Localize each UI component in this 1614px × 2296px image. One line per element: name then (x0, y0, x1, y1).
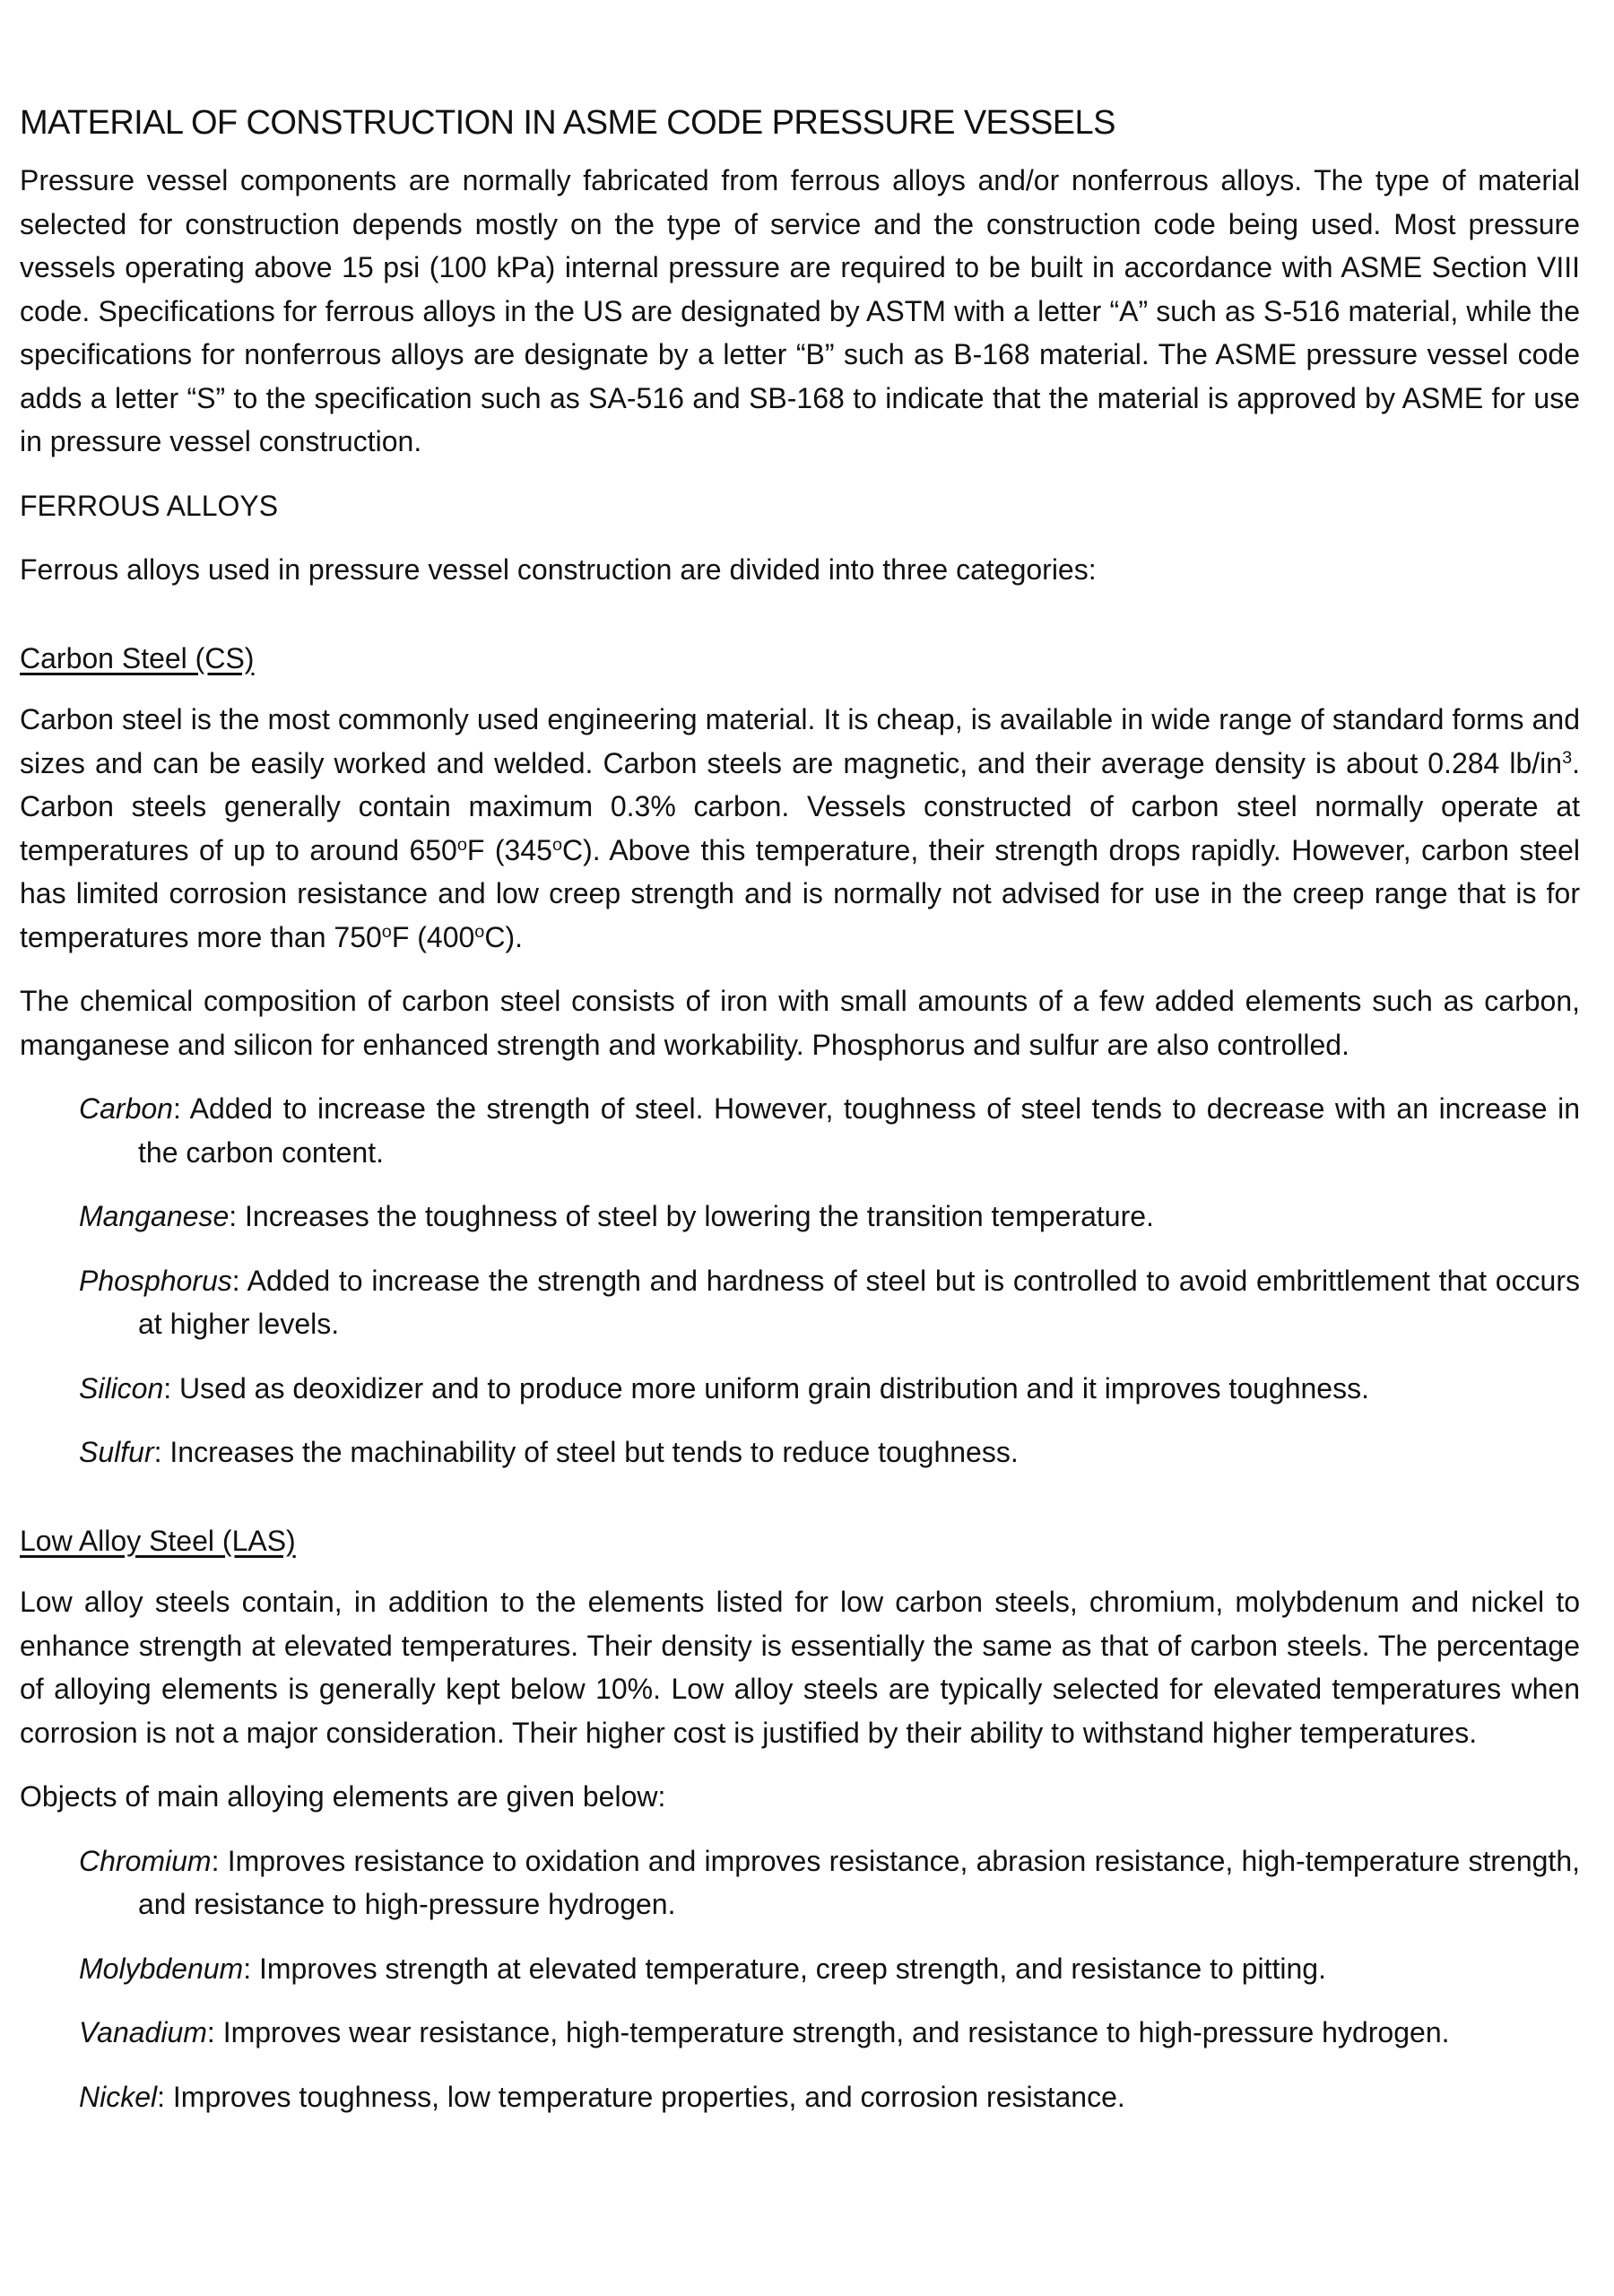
element-description: : Improves resistance to oxidation and improves resistance, abrasion resistance, high-temperature strength, and resistance to high-pressure hydrogen. (138, 1844, 1580, 1920)
carbon-steel-paragraph-1: Carbon steel is the most commonly used engineering material. It is cheap, is available in wide range of standard forms and sizes and can be easily worked and welded. Carbon steels are magnetic, and their average density is about 0.284 $lb/in^3$. Carbon steels generally contain maximum 0.3% carbon. Vessels constructed of carbon steel normally operate at temperatures of up to around 650$^o$F (345$^o$C). Above this temperature, their strength drops rapidly. However, carbon steel has limited corrosion resistance and low creep strength and is normally not advised for use in the creep range that is for temperatures more than 750$^o$F (400$^o$C). (20, 703, 1581, 953)
element-definition-sulfur (20, 1431, 1580, 1474)
document-title: MATERIAL OF CONSTRUCTION IN ASME CODE PRESSURE VESSELS (20, 104, 1115, 142)
element-description: : Used as deoxidizer and to produce more uniform grain distribution and it improves toughness. (163, 1371, 1369, 1405)
intro-paragraph: Pressure vessel components are normally fabricated from ferrous alloys and/or nonferrous alloys. The type of material selected for construction depends mostly on the type of service and the construction code being used. Most pressure vessels operating above 15 psi (100 kPa) internal pressure are required to be built in accordance with ASME Section VIII code. Specifications for ferrous alloys in the US are designated by ASTM with a letter “A” such as S-516 material, while the specifications for nonferrous alloys are designate by a letter “B” such as B-168 material. The ASME pressure vessel code adds a letter “S” to the specification such as SA-516 and SB-168 to indicate that the material is approved by ASME for use in pressure vessel construction. (20, 164, 1580, 457)
element-term: Nickel (79, 2080, 158, 2113)
document-page (20, 100, 1580, 2139)
element-definition-carbon (20, 1087, 1580, 1174)
element-description: : Increases the toughness of steel by lowering the transition temperature. (229, 1200, 1154, 1232)
element-term: Manganese (79, 1200, 230, 1232)
element-term: Vanadium (79, 2016, 207, 2048)
element-description: : Improves strength at elevated temperature, creep strength, and resistance to pitting. (243, 1952, 1326, 1985)
element-description: : Improves wear resistance, high-temperature strength, and resistance to high-pressure hydrogen. (206, 2016, 1450, 2048)
ferrous-alloys-heading: FERROUS ALLOYS (20, 489, 279, 522)
element-definition-chromium (20, 1839, 1580, 1926)
element-definition-phosphorus (20, 1259, 1580, 1346)
carbon-steel-paragraph-2: The chemical composition of carbon steel consists of iron with small amounts of a few added elements such as carbon, manganese and silicon for enhanced strength and workability. Phosphorus and sulfur are also controlled. (20, 985, 1580, 1061)
low-alloy-paragraph-1: Low alloy steels contain, in addition to the elements listed for low carbon steels, chromium, molybdenum and nickel to enhance strength at elevated temperatures. Their density is essentially the same as that of carbon steels. The percentage of alloying elements is generally kept below 10%. Low alloy steels are typically selected for elevated temperatures when corrosion is not a major consideration. Their higher cost is justified by their ability to withstand higher temperatures. (20, 1586, 1580, 1749)
element-description: : Added to increase the strength of steel. However, toughness of steel tends to decrease with an increase in the carbon content. (138, 1092, 1580, 1169)
element-definition-molybdenum (20, 1947, 1580, 1991)
ferrous-intro-paragraph: Ferrous alloys used in pressure vessel construction are divided into three categories: (20, 553, 1097, 586)
element-definition-vanadium (20, 2011, 1580, 2055)
element-definition-manganese (20, 1195, 1580, 1239)
element-description: : Improves toughness, low temperature properties, and corrosion resistance. (157, 2080, 1125, 2113)
element-term: Silicon (79, 1371, 164, 1405)
element-definition-silicon (20, 1367, 1580, 1411)
element-term: Chromium (79, 1844, 212, 1877)
element-term: Molybdenum (79, 1952, 244, 1985)
low-alloy-paragraph-2: Objects of main alloying elements are given below: (20, 1780, 666, 1813)
element-term: Phosphorus (79, 1264, 232, 1297)
low-alloy-steel-heading: Low Alloy Steel (LAS) (20, 1524, 296, 1557)
element-description: : Increases the machinability of steel but tends to reduce toughness. (153, 1436, 1019, 1468)
carbon-steel-heading: Carbon Steel (CS) (20, 641, 255, 674)
element-term: Sulfur (79, 1436, 154, 1468)
element-definition-nickel (20, 2075, 1580, 2119)
element-description: : Added to increase the strength and hardness of steel but is controlled to avoid embrittlement that occurs at higher levels. (138, 1264, 1580, 1340)
element-term: Carbon (79, 1092, 173, 1125)
